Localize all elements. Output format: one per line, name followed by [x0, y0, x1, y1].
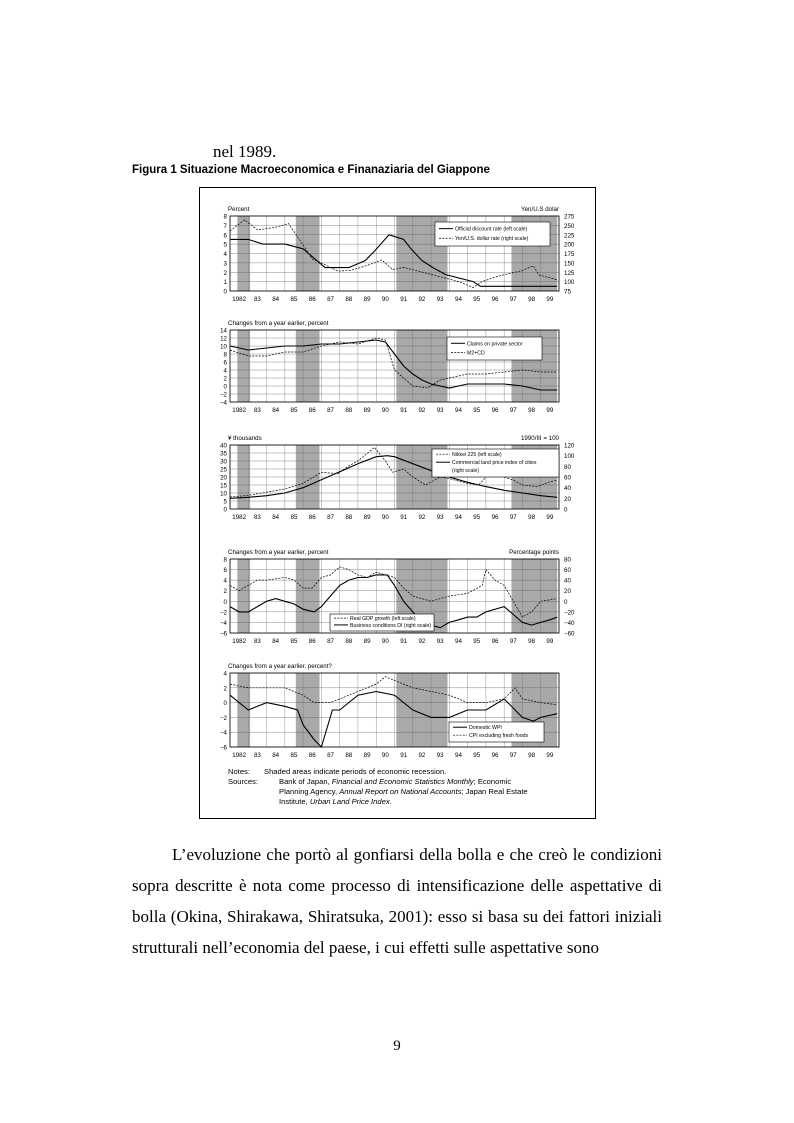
right-tick-label: 225	[564, 232, 575, 240]
figure-charts	[199, 187, 596, 819]
x-tick-label: 84	[272, 296, 280, 303]
x-tick-label: 86	[308, 752, 316, 759]
x-tick-label: 94	[455, 407, 462, 414]
left-tick-label: 2	[223, 375, 227, 383]
x-tick-label: 85	[290, 752, 298, 759]
x-tick-label: 96	[491, 752, 499, 759]
right-tick-label: 20	[564, 495, 571, 503]
x-tick-label: 90	[381, 407, 389, 414]
x-tick-label: 1982	[232, 296, 247, 303]
left-tick-label: −4	[219, 729, 227, 737]
legend-label: Commercial land price index of cities	[452, 460, 537, 467]
x-tick-label: 88	[345, 296, 353, 303]
x-tick-label: 89	[363, 752, 371, 759]
y-axis-title-right: 1990/III = 100	[520, 435, 559, 442]
x-tick-label: 84	[272, 514, 280, 521]
x-tick-label: 88	[345, 638, 353, 645]
x-tick-label: 91	[400, 638, 408, 645]
left-tick-label: 30	[220, 458, 227, 466]
left-tick-label: 8	[223, 556, 227, 564]
chart-panel-3	[230, 445, 559, 509]
x-tick-label: 89	[363, 514, 371, 521]
x-tick-label: 94	[455, 514, 462, 521]
x-tick-label: 95	[473, 407, 481, 414]
x-tick-label: 85	[290, 638, 298, 645]
x-tick-label: 98	[528, 752, 536, 759]
x-tick-label: 92	[418, 407, 426, 414]
left-tick-label: 20	[220, 474, 227, 482]
x-tick-label: 84	[272, 407, 280, 414]
legend-label: Real GDP growth (left scale)	[350, 616, 416, 623]
left-tick-label: 7	[223, 222, 227, 230]
x-tick-label: 90	[381, 296, 389, 303]
x-tick-label: 88	[345, 514, 353, 521]
x-tick-label: 91	[400, 296, 408, 303]
left-tick-label: 0	[223, 700, 227, 708]
legend-label: Domestic WPI	[469, 725, 502, 732]
x-tick-label: 98	[528, 407, 536, 414]
body-text	[132, 839, 662, 963]
left-tick-label: 6	[223, 567, 227, 575]
x-tick-label: 93	[436, 407, 444, 414]
left-tick-label: 12	[220, 335, 227, 343]
x-tick-label: 98	[528, 514, 536, 521]
x-tick-label: 92	[418, 752, 426, 759]
x-tick-label: 88	[345, 407, 353, 414]
legend-label: (right scale)	[452, 468, 480, 475]
page-number: 9	[393, 1038, 401, 1054]
x-tick-label: 83	[253, 514, 261, 521]
right-tick-label: 200	[564, 241, 575, 249]
x-tick-label: 91	[400, 514, 408, 521]
body-paragraph: L’evoluzione che portò al gonfiarsi della bolla e che creò le condizioni sopra descritte è nota come processo di intensificazione delle aspettative di bolla (Okina, Shirakawa, Shiratsuka, 2001): esso si basa su dei fattori iniziali strutturali nell’economia del paese, i cui effetti sulle aspettative sono	[132, 845, 662, 957]
x-tick-label: 92	[418, 514, 426, 521]
x-tick-label: 83	[253, 296, 261, 303]
left-tick-label: 2	[223, 588, 227, 596]
left-tick-label: 3	[223, 260, 227, 268]
left-tick-label: 0	[223, 506, 227, 514]
x-tick-label: 93	[436, 514, 444, 521]
x-tick-label: 97	[509, 514, 517, 521]
legend-label: CPI excluding fresh foods	[469, 733, 529, 740]
recession-shade	[296, 330, 320, 402]
left-tick-label: 4	[223, 251, 227, 258]
recession-shade	[511, 559, 557, 633]
x-tick-label: 96	[491, 296, 499, 303]
left-tick-label: 5	[223, 241, 227, 249]
x-tick-label: 95	[473, 514, 481, 521]
series-line	[230, 677, 557, 705]
x-tick-label: 93	[436, 638, 444, 645]
x-tick-label: 87	[327, 638, 334, 645]
legend-label: Yen/U.S. dollar rate (right scale)	[455, 236, 529, 243]
x-tick-label: 91	[400, 752, 408, 759]
right-tick-label: 125	[564, 269, 575, 277]
right-tick-label: 175	[564, 251, 575, 258]
x-tick-label: 88	[345, 752, 353, 759]
right-tick-label: 100	[564, 453, 575, 461]
right-tick-label: 0	[564, 506, 568, 514]
y-axis-title-right: Yen/U.S dolar	[521, 206, 559, 213]
recession-shade	[296, 559, 320, 633]
y-axis-title-right: Percentage points	[509, 549, 559, 556]
x-tick-label: 89	[363, 296, 371, 303]
x-tick-label: 87	[327, 514, 334, 521]
y-axis-title-left: Changes from a year earlier, percent	[228, 320, 329, 327]
y-axis-title-left: Percent	[228, 206, 250, 213]
left-tick-label: 0	[223, 598, 227, 606]
left-tick-label: −4	[219, 619, 227, 627]
left-tick-label: 10	[220, 490, 227, 498]
x-tick-label: 1982	[232, 514, 247, 521]
right-tick-label: 120	[564, 442, 575, 450]
x-tick-label: 1982	[232, 407, 247, 414]
x-tick-label: 87	[327, 407, 334, 414]
right-tick-label: 80	[564, 463, 571, 471]
left-tick-label: −2	[219, 391, 227, 399]
x-tick-label: 99	[546, 296, 554, 303]
x-tick-label: 85	[290, 407, 298, 414]
left-tick-label: −6	[219, 630, 227, 638]
x-tick-label: 86	[308, 514, 316, 521]
left-tick-label: 2	[223, 685, 227, 693]
x-tick-label: 89	[363, 638, 371, 645]
right-tick-label: 75	[564, 288, 571, 296]
x-tick-label: 97	[509, 407, 517, 414]
intro-line: nel 1989.	[213, 142, 277, 161]
right-tick-label: 150	[564, 260, 575, 268]
right-tick-label: −60	[564, 630, 575, 638]
y-axis-title-left: ¥ thousands	[228, 435, 262, 442]
legend-label: M2+CD	[467, 350, 485, 357]
x-tick-label: 90	[381, 752, 389, 759]
left-tick-label: 35	[220, 450, 227, 458]
legend-box	[435, 222, 550, 246]
x-tick-label: 99	[546, 407, 554, 414]
left-tick-label: −2	[219, 714, 227, 722]
legend-label: Claims on private sector	[467, 341, 523, 348]
right-tick-label: 80	[564, 556, 571, 564]
x-tick-label: 97	[509, 638, 517, 645]
x-tick-label: 94	[455, 752, 462, 759]
left-tick-label: 1	[223, 279, 227, 287]
left-tick-label: −6	[219, 744, 227, 752]
x-tick-label: 84	[272, 752, 280, 759]
right-tick-label: 60	[564, 567, 571, 575]
recession-shade	[296, 673, 320, 747]
x-tick-label: 95	[473, 296, 481, 303]
x-tick-label: 90	[381, 514, 389, 521]
left-tick-label: 0	[223, 288, 227, 296]
notes-line: Notes: Shaded areas indicate periods of economic recession.	[228, 767, 447, 776]
x-tick-label: 92	[418, 296, 426, 303]
legend-label: Official discount rate (left scale)	[455, 226, 528, 233]
legend-label: Nikkei 225 (left scale)	[452, 452, 502, 459]
x-tick-label: 85	[290, 296, 298, 303]
right-tick-label: 20	[564, 588, 571, 596]
x-tick-label: 98	[528, 638, 536, 645]
left-tick-label: 0	[223, 383, 227, 391]
x-tick-label: 96	[491, 407, 499, 414]
left-tick-label: 4	[223, 577, 227, 585]
right-tick-label: −20	[564, 609, 575, 617]
x-tick-label: 86	[308, 296, 316, 303]
x-tick-label: 90	[381, 638, 389, 645]
left-tick-label: 15	[220, 482, 227, 490]
x-tick-label: 93	[436, 296, 444, 303]
right-tick-label: 40	[564, 485, 571, 493]
left-tick-label: 5	[223, 498, 227, 506]
left-tick-label: 4	[223, 367, 227, 375]
left-tick-label: 6	[223, 359, 227, 367]
figure-caption: Figura 1 Situazione Macroeconomica e Finanaziaria del Giappone	[132, 164, 490, 176]
left-tick-label: 4	[223, 670, 227, 678]
sources-line-3: Institute, Urban Land Price Index.	[279, 797, 392, 806]
x-tick-label: 87	[327, 752, 334, 759]
x-tick-label: 96	[491, 514, 499, 521]
x-tick-label: 97	[509, 296, 517, 303]
x-tick-label: 92	[418, 638, 426, 645]
x-tick-label: 95	[473, 752, 481, 759]
right-tick-label: −40	[564, 619, 575, 627]
x-tick-label: 83	[253, 752, 261, 759]
right-tick-label: 0	[564, 598, 568, 606]
x-tick-label: 83	[253, 638, 261, 645]
sources-line-2: Planning Agency, Annual Report on National Accounts; Japan Real Estate	[279, 787, 528, 796]
legend-label: Business conditions DI (right scale)	[350, 622, 432, 629]
figure-notes	[228, 767, 578, 807]
left-tick-label: 8	[223, 213, 227, 221]
x-tick-label: 97	[509, 752, 517, 759]
left-tick-label: −4	[219, 399, 227, 407]
left-tick-label: 8	[223, 351, 227, 359]
x-tick-label: 87	[327, 296, 334, 303]
right-tick-label: 60	[564, 474, 571, 482]
x-tick-label: 93	[436, 752, 444, 759]
x-tick-label: 1982	[232, 638, 247, 645]
left-tick-label: 40	[220, 442, 227, 450]
x-tick-label: 95	[473, 638, 481, 645]
x-tick-label: 99	[546, 514, 554, 521]
x-tick-label: 94	[455, 296, 462, 303]
x-tick-label: 84	[272, 638, 280, 645]
x-tick-label: 99	[546, 752, 554, 759]
x-tick-label: 89	[363, 407, 371, 414]
right-tick-label: 275	[564, 213, 575, 221]
y-axis-title-left: Changes from a year earlier, percent	[228, 549, 329, 556]
sources-line-1: Sources: Bank of Japan, Financial and Economic Statistics Monthly; Economic	[228, 777, 512, 786]
left-tick-label: 2	[223, 269, 227, 277]
x-tick-label: 94	[455, 638, 462, 645]
x-tick-label: 83	[253, 407, 261, 414]
x-tick-label: 86	[308, 407, 316, 414]
left-tick-label: 14	[220, 327, 227, 335]
right-tick-label: 100	[564, 279, 575, 287]
left-tick-label: 10	[220, 343, 227, 351]
x-tick-label: 91	[400, 407, 408, 414]
left-tick-label: 25	[220, 466, 227, 474]
left-tick-label: 6	[223, 232, 227, 240]
x-tick-label: 99	[546, 638, 554, 645]
y-axis-title-left: Changes from a year earlier, percent?	[228, 663, 332, 670]
x-tick-label: 85	[290, 514, 298, 521]
x-tick-label: 98	[528, 296, 536, 303]
right-tick-label: 40	[564, 577, 571, 585]
left-tick-label: −2	[219, 609, 227, 617]
x-tick-label: 96	[491, 638, 499, 645]
right-tick-label: 250	[564, 222, 575, 230]
x-tick-label: 1982	[232, 752, 247, 759]
x-tick-label: 86	[308, 638, 316, 645]
